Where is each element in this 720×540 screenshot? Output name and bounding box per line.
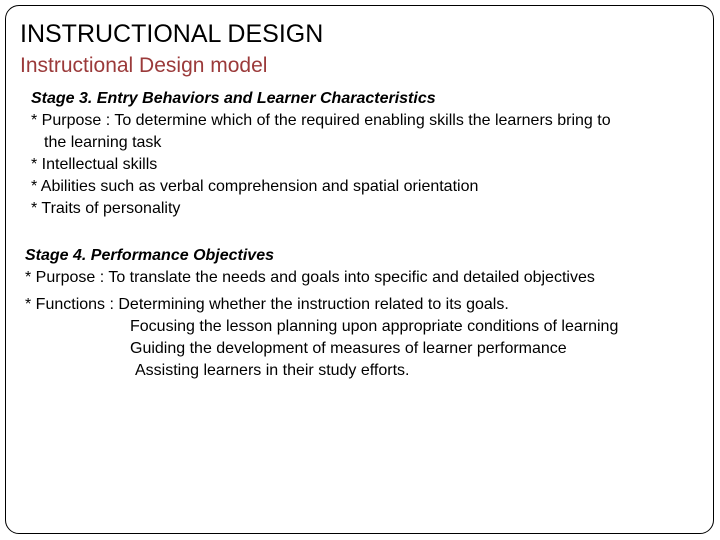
stage3-purpose: * Purpose : To determine which of the required enabling skills the learners bring to	[31, 112, 611, 129]
stage4-function-item: Guiding the development of measures of learner performance	[130, 340, 567, 357]
stage3-item: * Abilities such as verbal comprehension and spatial orientation	[31, 178, 479, 195]
stage3-purpose-continued: the learning task	[44, 134, 162, 151]
slide-subtitle: Instructional Design model	[20, 54, 268, 77]
stage4-heading: Stage 4. Performance Objectives	[25, 247, 274, 264]
stage4-functions: * Functions : Determining whether the instruction related to its goals.	[25, 296, 509, 313]
stage4-function-item: Assisting learners in their study efforts.	[135, 362, 410, 379]
stage3-section	[31, 88, 611, 220]
stage3-item: * Intellectual skills	[31, 156, 158, 173]
stage3-item: * Traits of personality	[31, 200, 181, 217]
stage4-purpose: * Purpose : To translate the needs and goals into specific and detailed objectives	[25, 269, 595, 286]
slide-title: INSTRUCTIONAL DESIGN	[20, 20, 324, 48]
stage4-section	[25, 245, 618, 382]
stage3-heading: Stage 3. Entry Behaviors and Learner Characteristics	[31, 90, 436, 107]
stage4-function-item: Focusing the lesson planning upon appropriate conditions of learning	[130, 318, 619, 335]
